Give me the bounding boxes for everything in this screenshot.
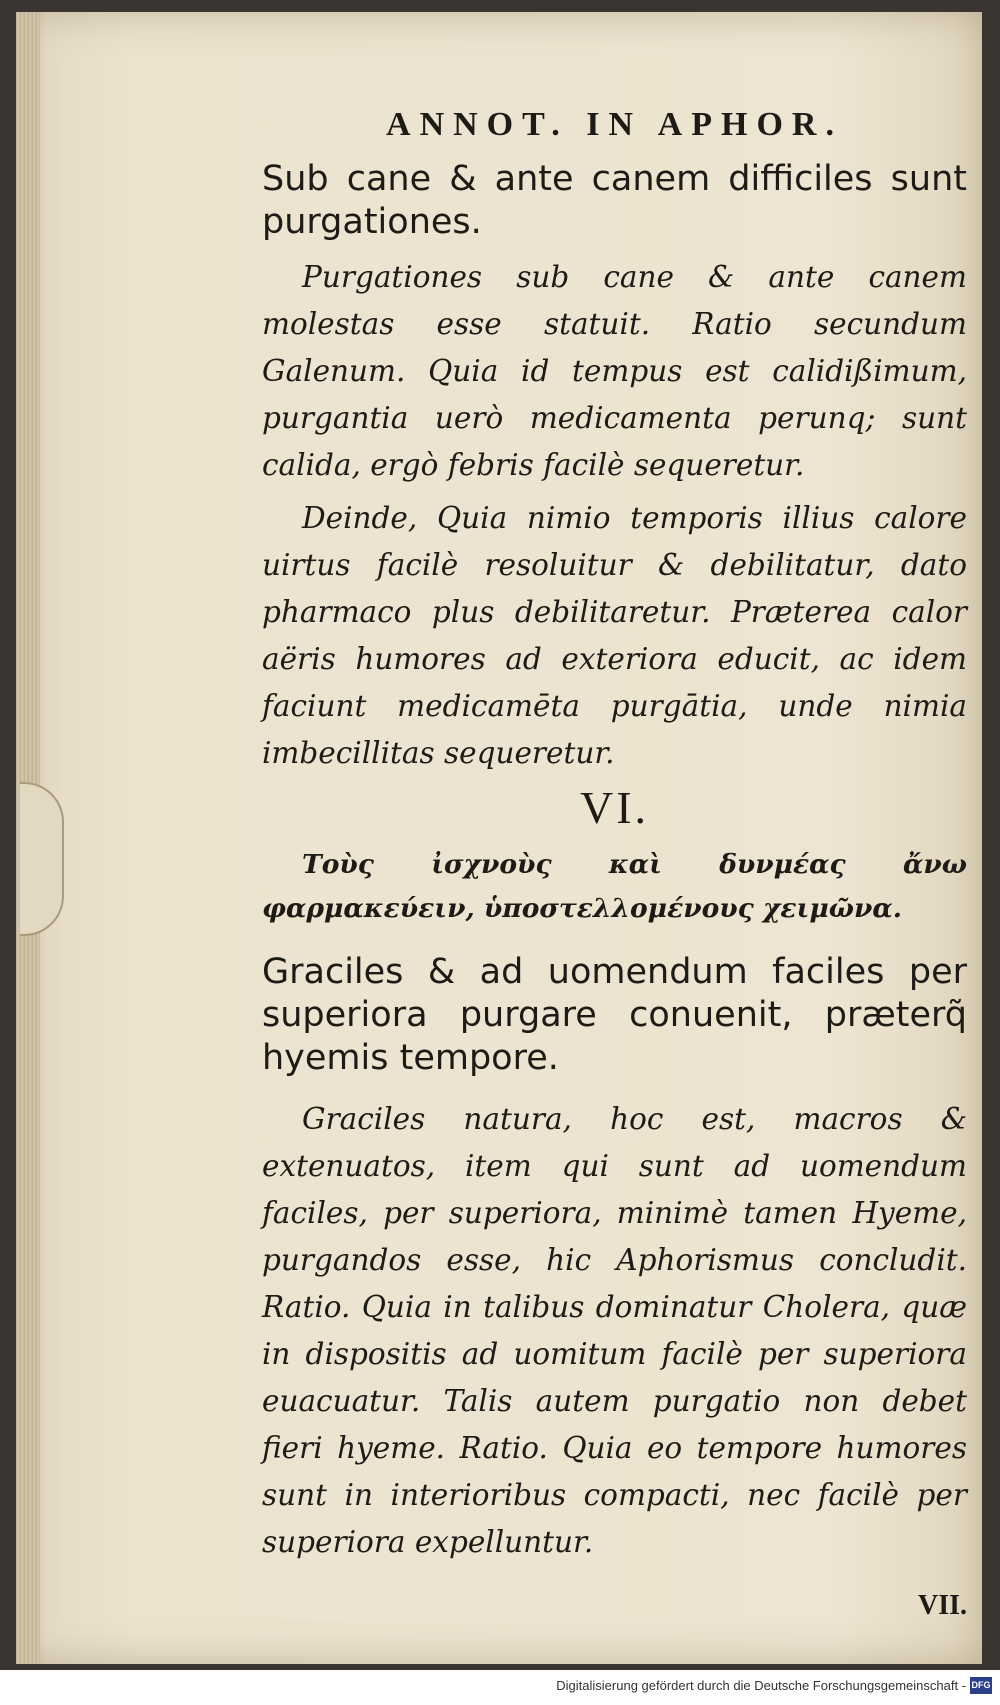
- digitization-footer: [0, 1670, 1000, 1705]
- aphorism-6-commentary: Graciles natura, hoc est, macros & extenuatos, item qui sunt ad uomendum faciles, per superiora, minimè tamen Hyeme, purgandos esse, hic Aphorismus concludit. Ratio. Quia in talibus dominatur Cholera, quæ in dispositis ad uomitum facilè per superiora euacuatur. Talis autem purgatio non debet fieri hyeme. Ratio. Quia eo tempore humores sunt in interioribus compacti, nec facilè per superiora expelluntur.: [262, 1102, 967, 1559]
- greek-aphorism: Τοὺς ἰσχνοὺς καὶ δυνμέας ἄνω φαρμακεύειν, ὑποστελλομένους χειμῶνα.: [262, 849, 967, 924]
- aphorism-5-commentary-a: Purgationes sub cane & ante canem molestas esse statuit. Ratio secundum Galenum. Quia id tempus est calidißimum, purgantia uerò medicamenta perunq; sunt calida, ergò febris facilè sequeretur.: [262, 260, 967, 482]
- aphorism-5-commentary-b: Deinde, Quia nimio temporis illius calore uirtus facilè resoluitur & debilitatur, dato pharmaco plus debilitaretur. Præterea calor aëris humores ad exteriora educit, ac idem faciunt medicamēta purgātia, unde nimia imbecillitas sequeretur.: [262, 501, 967, 770]
- dfg-logo-icon: DFG: [970, 1677, 992, 1694]
- aphorism-5-lemma: Sub cane & ante canem difficiles sunt purgationes.: [262, 159, 967, 242]
- footer-credit-text: Digitalisierung gefördert durch die Deutsche Forschungsgemeinschaft -: [556, 1678, 966, 1693]
- page-text-block: [262, 88, 967, 1622]
- page-tab-notch: [20, 782, 64, 936]
- running-head: ANNOT. IN APHOR.: [386, 106, 843, 143]
- catchword: VII.: [917, 1590, 967, 1621]
- aphorism-6-lemma: Graciles & ad uomendum faciles per superiora purgare conuenit, præterq̃ hyemis tempore.: [262, 952, 967, 1078]
- aphorism-number: VI.: [579, 782, 650, 833]
